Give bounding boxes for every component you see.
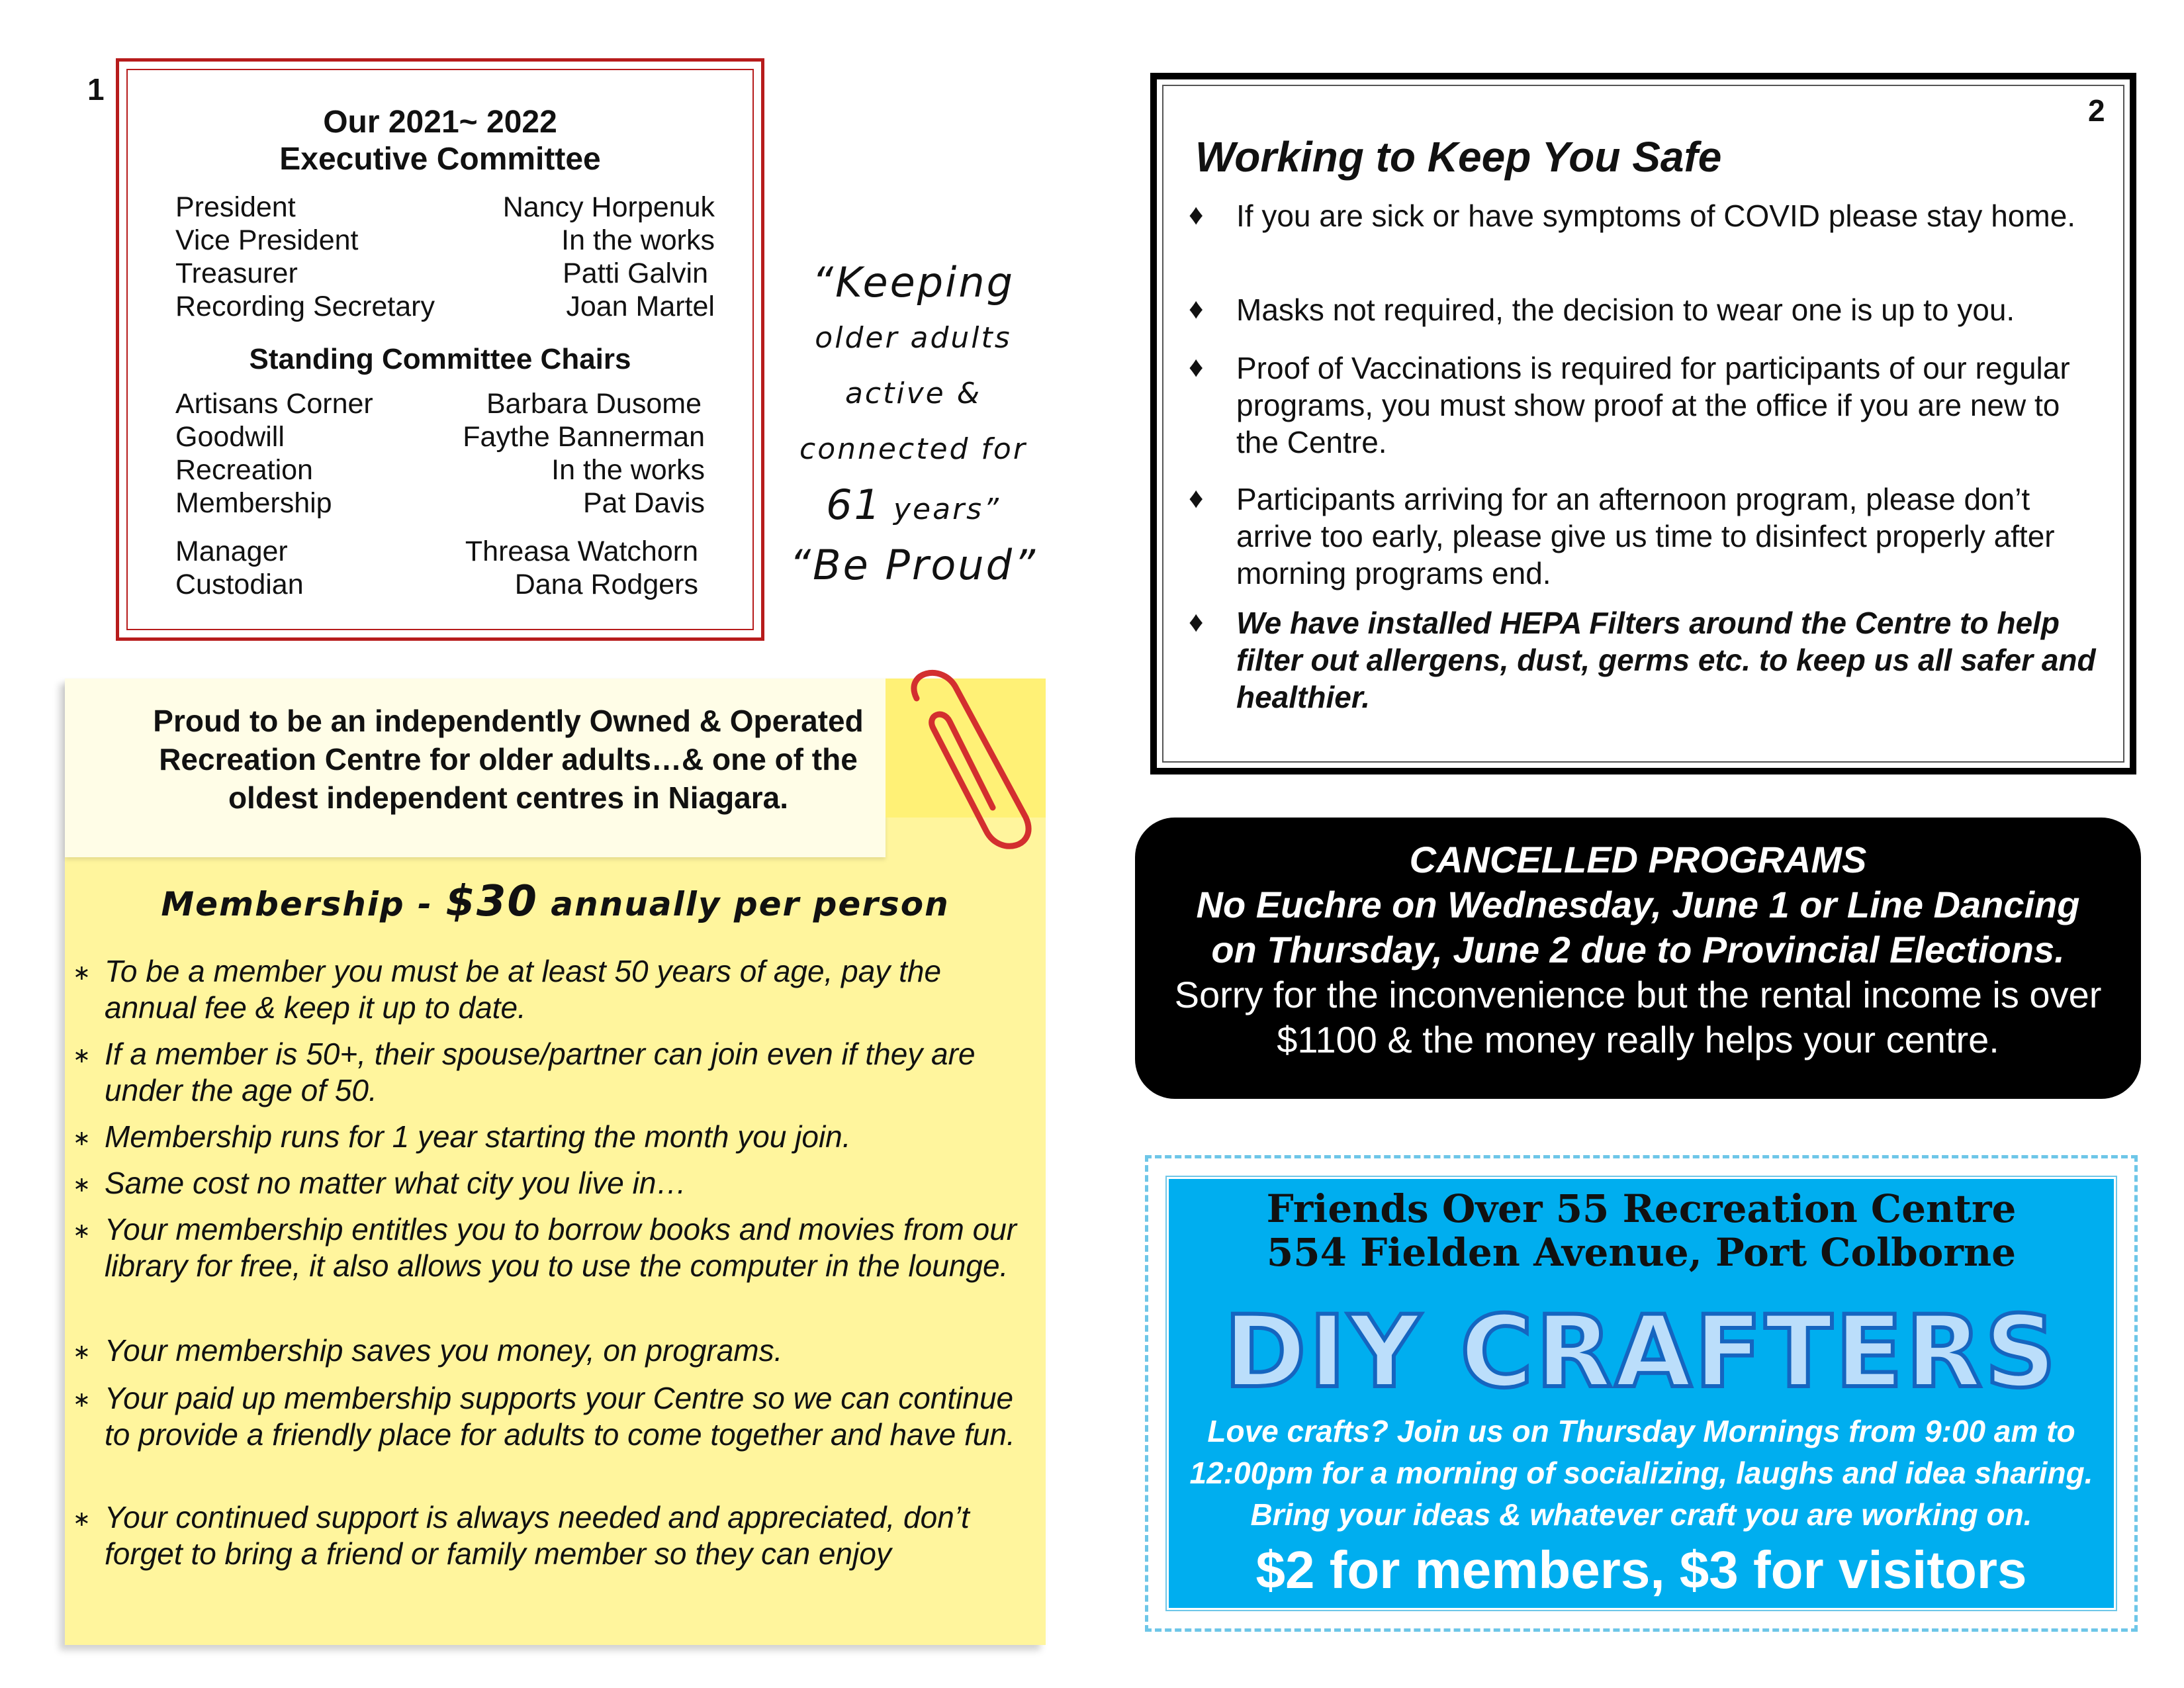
officer-name: Nancy Horpenuk [502, 191, 715, 223]
executive-title: Our 2021~ 2022 Executive Committee [279, 105, 601, 177]
asterisk-bullet-icon: ∗ [73, 1126, 91, 1150]
org-name: Friends Over 55 Recreation Centre [1266, 1186, 2017, 1231]
cancelled-note: Sorry for the inconvenience but the rental income is over [1174, 974, 2102, 1015]
cancelled-line: on Thursday, June 2 due to Provincial Elections. [1211, 929, 2065, 970]
officer-role: President [175, 191, 296, 223]
officer-name: Patti Galvin [563, 258, 708, 289]
diamond-bullet-icon: ♦ [1189, 482, 1204, 514]
membership-item: Your paid up membership supports your Centre so we can continue to provide a friendly place for adults to come together and have fun. [105, 1381, 1015, 1452]
diamond-bullet-icon: ♦ [1189, 606, 1204, 638]
standing-committee-title: Standing Committee Chairs [249, 343, 631, 375]
chair-role: Membership [175, 487, 332, 519]
asterisk-bullet-icon: ∗ [73, 1219, 91, 1243]
officer-role: Recording Secretary [175, 291, 435, 322]
safety-item: Proof of Vaccinations is required for participants of our regular programs, you must show proof at the office if you are new to the Centre. [1236, 351, 2070, 459]
asterisk-bullet-icon: ∗ [73, 961, 91, 984]
safety-item: Participants arriving for an afternoon program, please don’t arrive too early, please give us time to disinfect properly after morning programs end. [1236, 482, 2055, 590]
membership-item: If a member is 50+, their spouse/partner can join even if they are under the age of 50. [105, 1037, 976, 1107]
safety-item: If you are sick or have symptoms of COVID please stay home. [1236, 199, 2076, 233]
membership-item: Membership runs for 1 year starting the month you join. [105, 1119, 851, 1154]
asterisk-bullet-icon: ∗ [73, 1507, 91, 1530]
chair-role: Recreation [175, 454, 313, 486]
diamond-bullet-icon: ♦ [1189, 199, 1204, 231]
diy-crafters-title: DIY CRAFTERS [1224, 1295, 2059, 1410]
asterisk-bullet-icon: ∗ [73, 1043, 91, 1067]
cancelled-line: No Euchre on Wednesday, June 1 or Line Dancing [1196, 884, 2080, 925]
membership-item: Your continued support is always needed and appreciated, don’t forget to bring a friend or family member so they can enjoy [105, 1500, 970, 1571]
membership-item: Your membership entitles you to borrow books and movies from our library for free, it also allows you to use the computer in the lounge. [105, 1212, 1017, 1283]
safety-title: Working to Keep You Safe [1195, 133, 1722, 181]
chair-role: Artisans Corner [175, 388, 373, 420]
diamond-bullet-icon: ♦ [1189, 351, 1204, 383]
safety-item-hepa: We have installed HEPA Filters around the Centre to help filter out allergens, dust, germs etc. to keep us all safer and healthier. [1236, 606, 2096, 714]
staff-role: Manager [175, 536, 288, 567]
officer-role: Vice President [175, 224, 359, 256]
staff-name: Threasa Watchorn [465, 536, 698, 567]
chair-name: In the works [551, 454, 705, 486]
page-number-right: 2 [2088, 93, 2105, 128]
chair-name: Barbara Dusome [486, 388, 702, 420]
officer-name: In the works [561, 224, 715, 256]
cancelled-programs-box [1135, 818, 2141, 1099]
membership-item: To be a member you must be at least 50 years of age, pay the annual fee & keep it up to date. [105, 954, 942, 1025]
chair-name: Faythe Bannerman [463, 421, 705, 453]
safety-item: Masks not required, the decision to wear one is up to you. [1236, 293, 2015, 327]
asterisk-bullet-icon: ∗ [73, 1172, 91, 1196]
membership-item: Same cost no matter what city you live in… [105, 1166, 687, 1200]
staff-name: Dana Rodgers [514, 569, 698, 600]
asterisk-bullet-icon: ∗ [73, 1340, 91, 1364]
diy-crafters-stamp [1145, 1155, 2138, 1632]
diy-price: $2 for members, $3 for visitors [1255, 1540, 2027, 1599]
cancelled-note: $1100 & the money really helps your centre. [1277, 1019, 1999, 1060]
diamond-bullet-icon: ♦ [1189, 293, 1204, 325]
membership-heading: Membership - $30 annually per person [161, 877, 950, 926]
page-number-left: 1 [87, 72, 105, 107]
proud-statement: Proud to be an independently Owned & Operated Recreation Centre for older adults…& one of the oldest independent centres in Niagara. [153, 704, 864, 815]
officer-role: Treasurer [175, 258, 298, 289]
cancelled-title: CANCELLED PROGRAMS [1409, 839, 1867, 880]
anniversary-quote: “Keeping older adults active & connected for 61 years” “Be Proud” [789, 258, 1038, 589]
staff-role: Custodian [175, 569, 304, 600]
officer-name: Joan Martel [566, 291, 715, 322]
membership-item: Your membership saves you money, on programs. [105, 1333, 783, 1368]
safety-box [1150, 73, 2136, 774]
paperclip-icon [877, 659, 1042, 864]
chair-name: Pat Davis [582, 487, 705, 519]
asterisk-bullet-icon: ∗ [73, 1387, 91, 1411]
diy-description: Love crafts? Join us on Thursday Mornings from 9:00 am to 12:00pm for a morning of socializing, laughs and idea sharing. Bring your ideas & whatever craft you are working on. [1189, 1414, 2093, 1532]
chair-role: Goodwill [175, 421, 285, 453]
org-address: 554 Fielden Avenue, Port Colborne [1266, 1230, 2017, 1275]
executive-committee-box [116, 58, 764, 641]
